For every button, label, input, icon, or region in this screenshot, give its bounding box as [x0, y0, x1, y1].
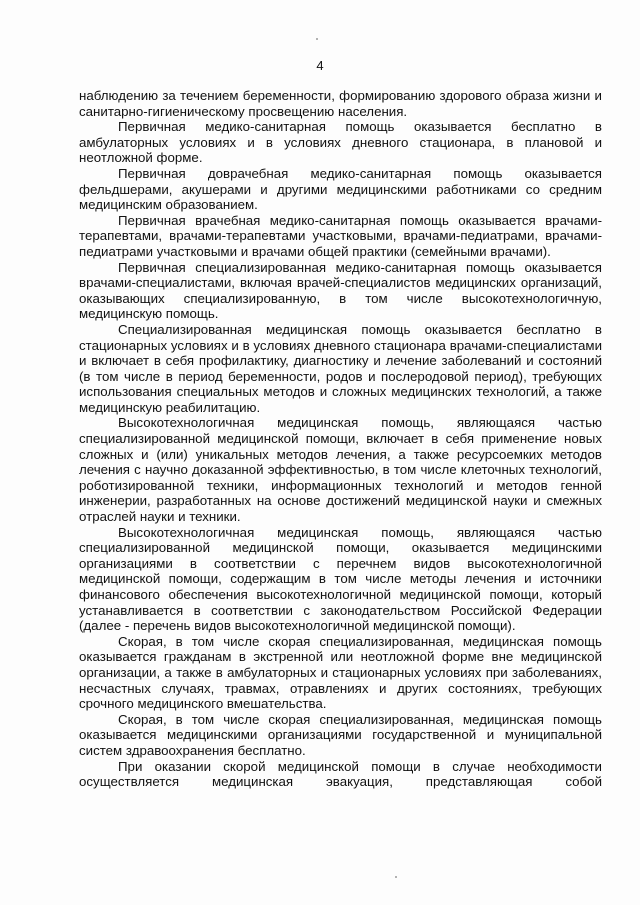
paragraph-emergency-care: Скорая, в том числе скорая специализированная, медицинская помощь оказывается гражданам в экстренной или неотложной форме вне медицинской организации, а также в амбулаторных и стационарных условиях при заболеваниях, несчастных случаях, травмах, отравлениях и других состояниях, требующих срочного медицинского вмешательства. [79, 633, 602, 712]
document-body [79, 88, 602, 790]
paragraph-emergency-care-free: Скорая, в том числе скорая специализированная, медицинская помощь оказывается медицинскими организациями государственной и муниципальной систем здравоохранения бесплатно. [79, 711, 602, 758]
paragraph-pre-physician-care: Первичная доврачебная медико-санитарная помощь оказывается фельдшерами, акушерами и другими медицинскими работниками со средним медицинским образованием. [79, 165, 602, 213]
page-number: 4 [316, 58, 324, 73]
scan-speck [395, 876, 397, 878]
paragraph-high-tech-care-provision: Высокотехнологичная медицинская помощь, являющаяся частью специализированной медицинской помощи, оказывается медицинскими организациями в соответствии с перечнем видов высокотехнологичной медицинской помощи, содержащим в том числе методы лечения и источники финансового обеспечения высокотехнологичной медицинской помощи, который устанавливается в соответствии с законодательством Российской Федерации (далее - перечень видов высокотехнологичной медицинской помощи). [79, 524, 602, 634]
paragraph-continuation: наблюдению за течением беременности, формированию здорового образа жизни и санитарно-гигиеническому просвещению населения. [79, 88, 602, 119]
paragraph-primary-care-free: Первичная медико-санитарная помощь оказывается бесплатно в амбулаторных условиях и в условиях дневного стационара, в плановой и неотложной форме. [79, 119, 602, 166]
paragraph-specialized-care: Специализированная медицинская помощь оказывается бесплатно в стационарных условиях и в условиях дневного стационара врачами-специалистами и включает в себя профилактику, диагностику и лечение заболеваний и состояний (в том числе в период беременности, родов и послеродовой период), требующих использования специальных методов и сложных медицинских технологий, а также медицинскую реабилитацию. [79, 321, 602, 415]
scan-speck [316, 38, 318, 40]
paragraph-physician-care: Первичная врачебная медико-санитарная помощь оказывается врачами-терапевтами, врачами-терапевтами участковыми, врачами-педиатрами, врачами-педиатрами участковыми и врачами общей практики (семейными врачами). [79, 212, 602, 259]
paragraph-medical-evacuation: При оказании скорой медицинской помощи в случае необходимости осуществляется медицинская эвакуация, представляющая собой [79, 758, 602, 790]
paragraph-specialized-primary-care: Первичная специализированная медико-санитарная помощь оказывается врачами-специалистами, включая врачей-специалистов медицинских организаций, оказывающих специализированную, в том числе высокотехнологичную, медицинскую помощь. [79, 259, 602, 322]
paragraph-high-tech-care-definition: Высокотехнологичная медицинская помощь, являющаяся частью специализированной медицинской помощи, включает в себя применение новых сложных и (или) уникальных методов лечения, а также ресурсоемких методов лечения с научно доказанной эффективностью, в том числе клеточных технологий, роботизированной техники, информационных технологий и методов генной инженерии, разработанных на основе достижений медицинской науки и смежных отраслей науки и техники. [79, 415, 602, 525]
